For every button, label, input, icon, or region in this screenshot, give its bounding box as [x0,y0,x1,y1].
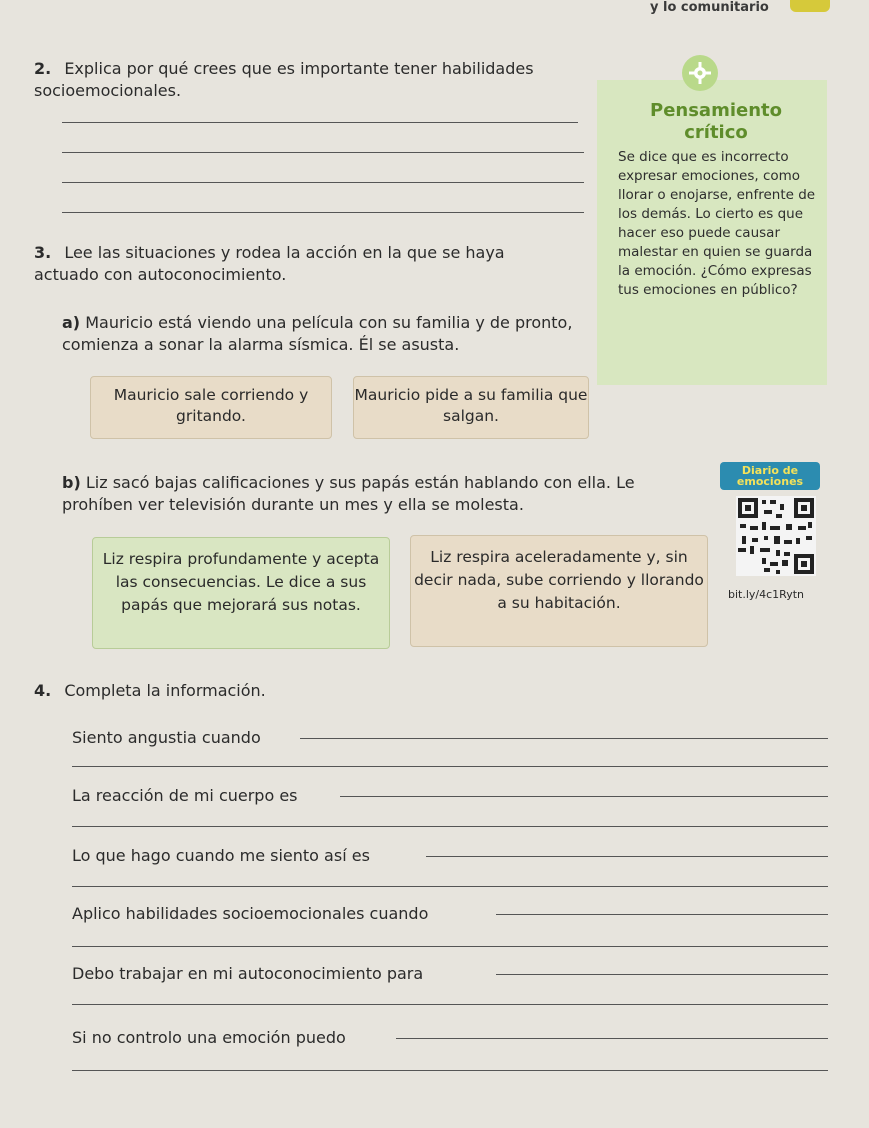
qr-code-icon[interactable] [736,496,816,576]
situation-a-text: Mauricio está viendo una película con su familia y de pronto, comienza a sonar la alarma sísmica. Él se asusta. [62,313,573,354]
answer-line[interactable] [300,738,828,739]
answer-line[interactable] [72,946,828,947]
title-line-2: crítico [684,122,748,143]
prompt-6: Si no controlo una emoción puedo [72,1028,346,1047]
prompt-5: Debo trabajar en mi autoconocimiento para [72,964,424,983]
diario-badge-line1: Diario de [741,464,799,477]
question-3-text: Lee las situaciones y rodea la acción en la que se haya actuado con autoconocimiento. [34,243,505,284]
option-b1[interactable]: Liz respira profundamente y acepta las consecuencias. Le dice a sus papás que mejorará sus notas. [92,537,390,649]
qr-link[interactable]: bit.ly/4c1Rytn [728,588,805,601]
prompt-3: Lo que hago cuando me siento así es [72,846,370,865]
prompt-2: La reacción de mi cuerpo es [72,786,298,805]
answer-line[interactable] [496,914,828,915]
situation-b [62,472,702,516]
answer-line[interactable] [72,826,828,827]
diario-badge-line2: emociones [736,475,804,488]
title-line-1: Pensamiento [650,100,782,121]
question-2-number: 2. [34,59,52,78]
situation-b-label: b) [62,473,81,492]
answer-line[interactable] [340,796,828,797]
question-2 [34,58,579,102]
situation-b-text: Liz sacó bajas calificaciones y sus papás están hablando con ella. Le prohíben ver televisión durante un mes y ella se molesta. [62,473,635,514]
option-a1[interactable]: Mauricio sale corriendo y gritando. [90,376,332,439]
critical-thinking-title [612,100,820,144]
answer-line[interactable] [72,766,828,767]
header-tab [790,0,830,12]
answer-line[interactable] [62,152,584,153]
question-3 [34,242,574,286]
answer-line[interactable] [62,182,584,183]
question-4-number: 4. [34,681,52,700]
answer-line[interactable] [426,856,828,857]
answer-line[interactable] [72,886,828,887]
answer-line[interactable] [72,1004,828,1005]
question-4 [34,680,266,702]
section-title: y lo comunitario [650,0,769,15]
answer-line[interactable] [62,122,578,123]
question-4-text: Completa la información. [64,681,266,700]
answer-line[interactable] [396,1038,828,1039]
answer-line[interactable] [72,1070,828,1071]
prompt-1: Siento angustia cuando [72,728,261,747]
option-b2[interactable]: Liz respira aceleradamente y, sin decir nada, sube corriendo y llorando a su habitación. [410,535,708,647]
question-3-number: 3. [34,243,52,262]
situation-a-label: a) [62,313,81,332]
answer-line[interactable] [496,974,828,975]
gear-icon [682,55,718,91]
critical-thinking-text: Se dice que es incorrecto expresar emociones, como llorar o enojarse, enfrente de los demás. Lo cierto es que hacer eso puede causar malestar en quien se guarda la emoción. ¿Cómo expresas tus emociones en público? [618,149,816,298]
prompt-4: Aplico habilidades socioemocionales cuando [72,904,429,923]
answer-line[interactable] [62,212,584,213]
question-2-text: Explica por qué crees que es importante tener habilidades socioemocionales. [34,59,534,100]
situation-a [62,312,607,356]
option-a2[interactable]: Mauricio pide a su familia que salgan. [353,376,589,439]
diario-badge [720,462,820,490]
